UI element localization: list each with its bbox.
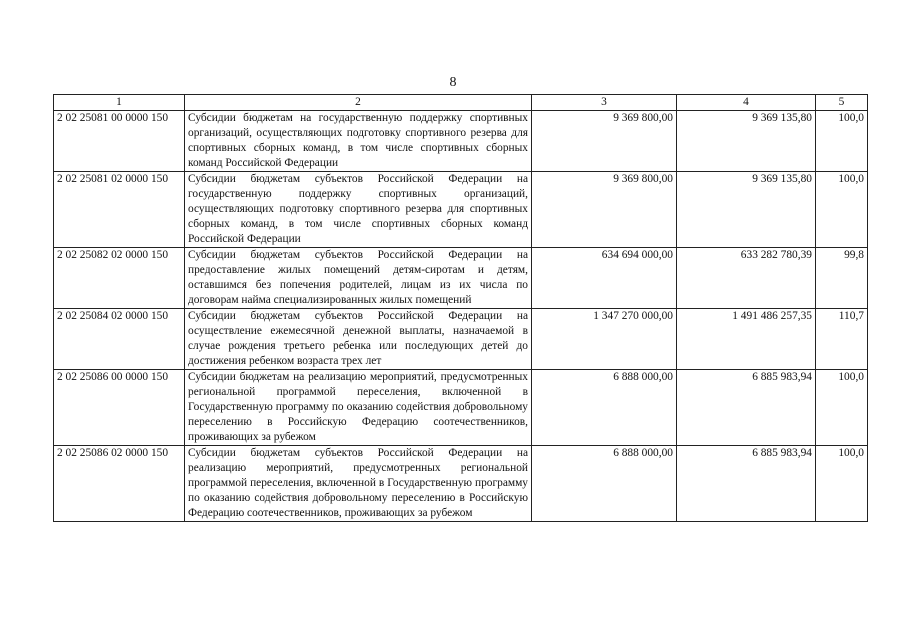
- table-row: [54, 111, 868, 172]
- row-plan-amount: 1 347 270 000,00: [532, 309, 677, 370]
- row-actual-amount: 9 369 135,80: [677, 172, 816, 248]
- column-header-plan: 3: [532, 95, 677, 111]
- row-actual-amount: 1 491 486 257,35: [677, 309, 816, 370]
- row-plan-amount: 634 694 000,00: [532, 248, 677, 309]
- row-description: Субсидии бюджетам субъектов Российской Федерации на государственную поддержку спортивных организаций, осуществляющих подготовку спортивного резерва для спортивных сборных команд, в том числе спортивных сборных команд Российской Федерации: [185, 172, 532, 248]
- row-code: 2 02 25081 02 0000 150: [54, 172, 185, 248]
- column-header-actual: 4: [677, 95, 816, 111]
- row-description: Субсидии бюджетам субъектов Российской Федерации на предоставление жилых помещений детям-сиротам и детям, оставшимся без попечения родителей, лицам из их числа по договорам найма специализированных жилых помещений: [185, 248, 532, 309]
- table-row: [54, 172, 868, 248]
- row-percent: 99,8: [816, 248, 868, 309]
- row-code: 2 02 25082 02 0000 150: [54, 248, 185, 309]
- page-number: 8: [449, 75, 457, 90]
- column-header-code: 1: [54, 95, 185, 111]
- row-actual-amount: 9 369 135,80: [677, 111, 816, 172]
- row-description: Субсидии бюджетам субъектов Российской Федерации на реализацию мероприятий, предусмотренных региональной программой переселения, включенной в Государственную программу по оказанию содействия добровольному переселению в Российскую Федерацию соотечественников, проживающих за рубежом: [185, 446, 532, 522]
- table-row: [54, 446, 868, 522]
- row-percent: 100,0: [816, 111, 868, 172]
- row-actual-amount: 633 282 780,39: [677, 248, 816, 309]
- row-plan-amount: 6 888 000,00: [532, 370, 677, 446]
- table-header-row: [54, 95, 868, 111]
- row-actual-amount: 6 885 983,94: [677, 370, 816, 446]
- row-code: 2 02 25086 00 0000 150: [54, 370, 185, 446]
- row-code: 2 02 25084 02 0000 150: [54, 309, 185, 370]
- row-plan-amount: 9 369 800,00: [532, 111, 677, 172]
- row-percent: 100,0: [816, 172, 868, 248]
- row-description: Субсидии бюджетам субъектов Российской Федерации на осуществление ежемесячной денежной выплаты, назначаемой в случае рождения третьего ребенка или последующих детей до достижения ребенком возраста трех лет: [185, 309, 532, 370]
- row-percent: 110,7: [816, 309, 868, 370]
- table-row: [54, 248, 868, 309]
- row-code: 2 02 25086 02 0000 150: [54, 446, 185, 522]
- row-actual-amount: 6 885 983,94: [677, 446, 816, 522]
- table-row: [54, 309, 868, 370]
- budget-table: [53, 94, 868, 522]
- column-header-description: 2: [185, 95, 532, 111]
- row-plan-amount: 9 369 800,00: [532, 172, 677, 248]
- row-code: 2 02 25081 00 0000 150: [54, 111, 185, 172]
- row-description: Субсидии бюджетам на государственную поддержку спортивных организаций, осуществляющих подготовку спортивного резерва для спортивных сборных команд, в том числе спортивных сборных команд Российской Федерации: [185, 111, 532, 172]
- column-header-percent: 5: [816, 95, 868, 111]
- row-percent: 100,0: [816, 446, 868, 522]
- row-description: Субсидии бюджетам на реализацию мероприятий, предусмотренных региональной программой переселения, включенной в Государственную программу по оказанию содействия добровольному переселению в Российскую Федерацию соотечественников, проживающих за рубежом: [185, 370, 532, 446]
- row-percent: 100,0: [816, 370, 868, 446]
- table-row: [54, 370, 868, 446]
- row-plan-amount: 6 888 000,00: [532, 446, 677, 522]
